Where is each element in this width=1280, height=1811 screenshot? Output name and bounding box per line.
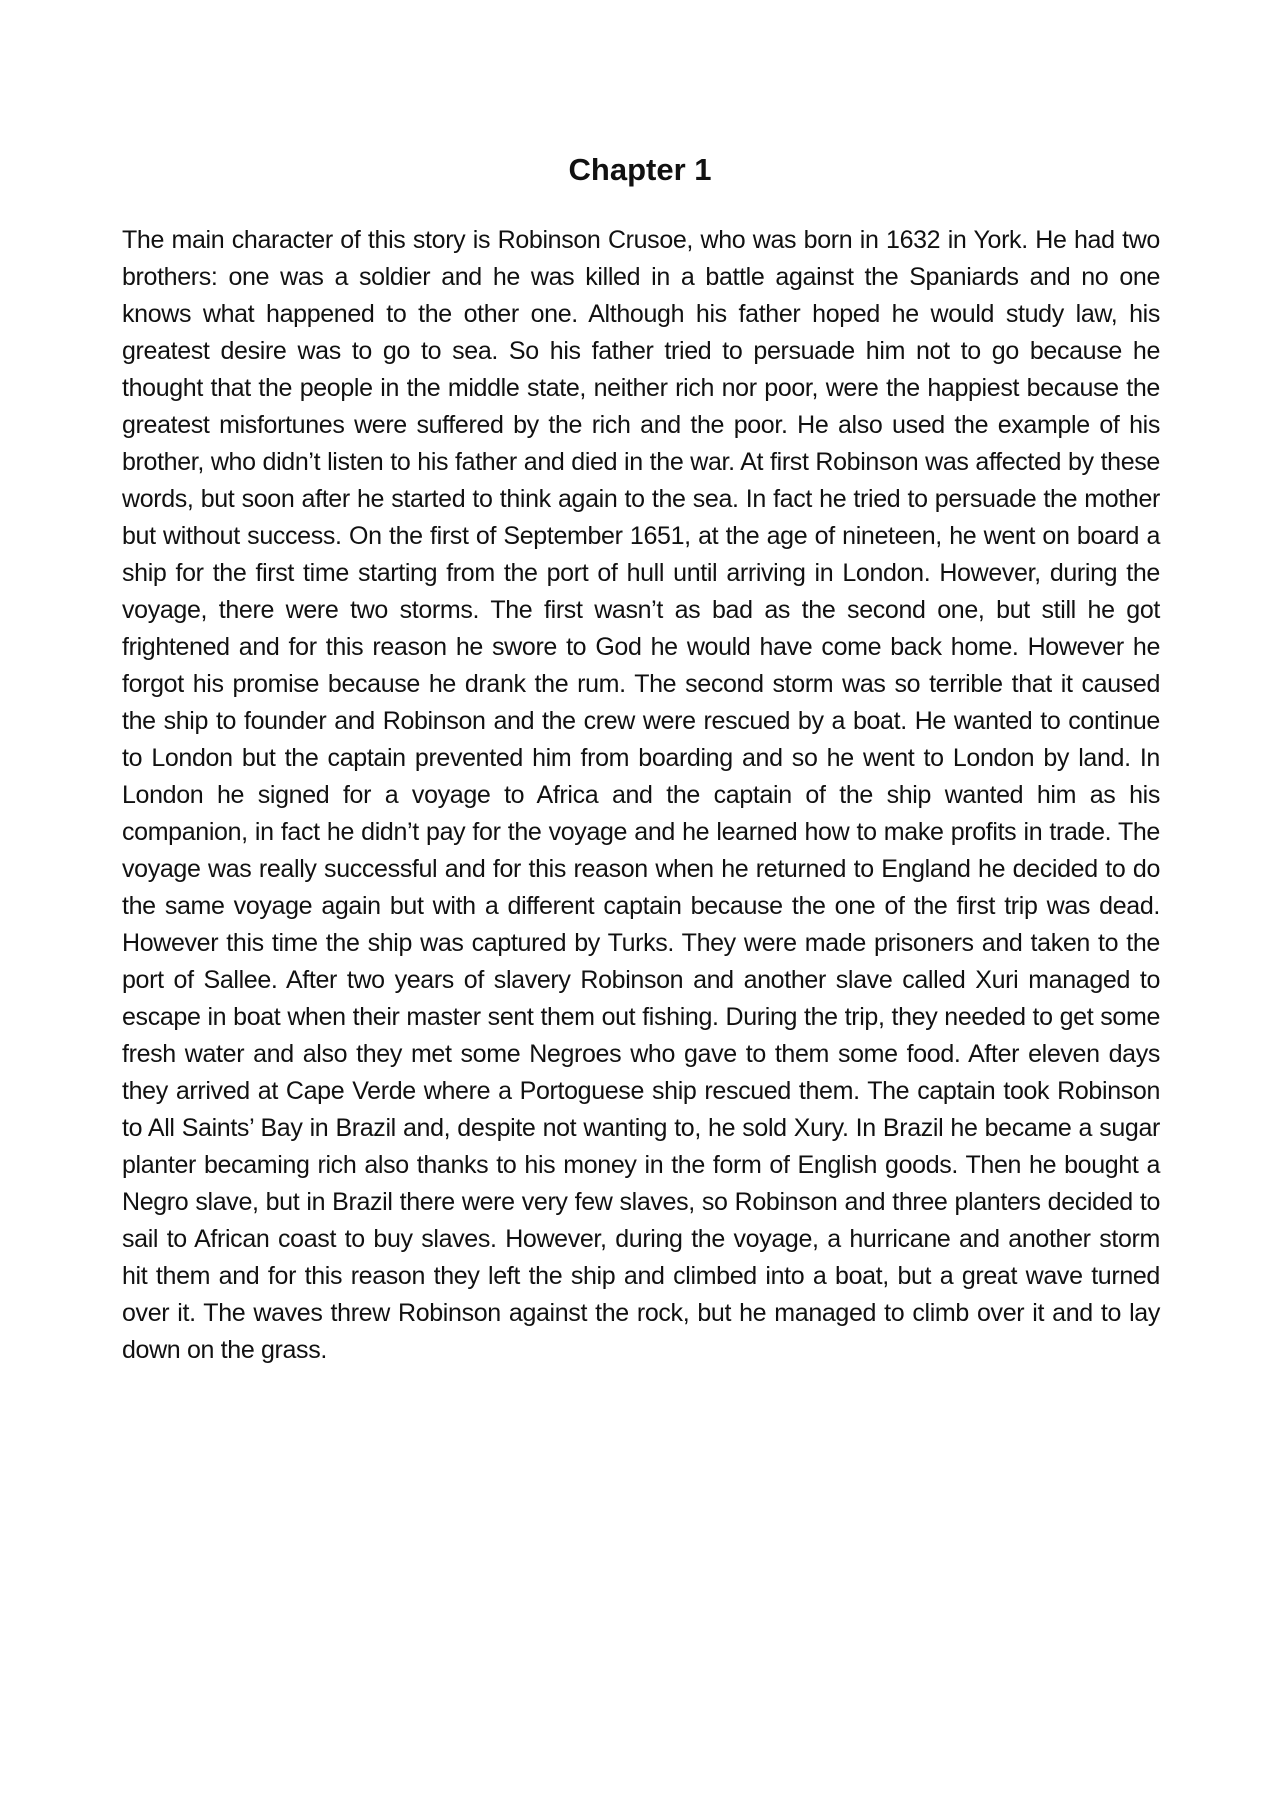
chapter-title: Chapter 1	[568, 152, 712, 187]
chapter-body-paragraph: The main character of this story is Robinson Crusoe, who was born in 1632 in York. He had two brothers: one was a soldier and he was killed in a battle against the Spaniards and no one knows what happened to the other one. Although his father hoped he would study law, his greatest desire was to go to sea. So his father tried to persuade him not to go because he thought that the people in the middle state, neither rich nor poor, were the happiest because the greatest misfortunes were suffered by the rich and the poor. He also used the example of his brother, who didn’t listen to his father and died in the war. At first Robinson was affected by these words, but soon after he started to think again to the sea. In fact he tried to persuade the mother but without success. On the first of September 1651, at the age of nineteen, he went on board a ship for the first time starting from the port of hull until arriving in London. However, during the voyage, there were two storms. The first wasn’t as bad as the second one, but still he got frightened and for this reason he swore to God he would have come back home. However he forgot his promise because he drank the rum. The second storm was so terrible that it caused the ship to founder and Robinson and the crew were rescued by a boat. He wanted to continue to London but the captain prevented him from boarding and so he went to London by land. In London he signed for a voyage to Africa and the captain of the ship wanted him as his companion, in fact he didn’t pay for the voyage and he learned how to make profits in trade. The voyage was really successful and for this reason when he returned to England he decided to do the same voyage again but with a different captain because the one of the first trip was dead. However this time the ship was captured by Turks. They were made prisoners and taken to the port of Sallee. After two years of slavery Robinson and another slave called Xuri managed to escape in boat when their master sent them out fishing. During the trip, they needed to get some fresh water and also they met some Negroes who gave to them some food. After eleven days they arrived at Cape Verde where a Portoguese ship rescued them. The captain took Robinson to All Saints’ Bay in Brazil and, despite not wanting to, he sold Xury. In Brazil he became a sugar planter becaming rich also thanks to his money in the form of English goods. Then he bought a Negro slave, but in Brazil there were very few slaves, so Robinson and three planters decided to sail to African coast to buy slaves. However, during the voyage, a hurricane and another storm hit them and for this reason they left the ship and climbed into a boat, but a great wave turned over it. The waves threw Robinson against the rock, but he managed to climb over it and to lay down on the grass.	[122, 226, 1160, 1364]
